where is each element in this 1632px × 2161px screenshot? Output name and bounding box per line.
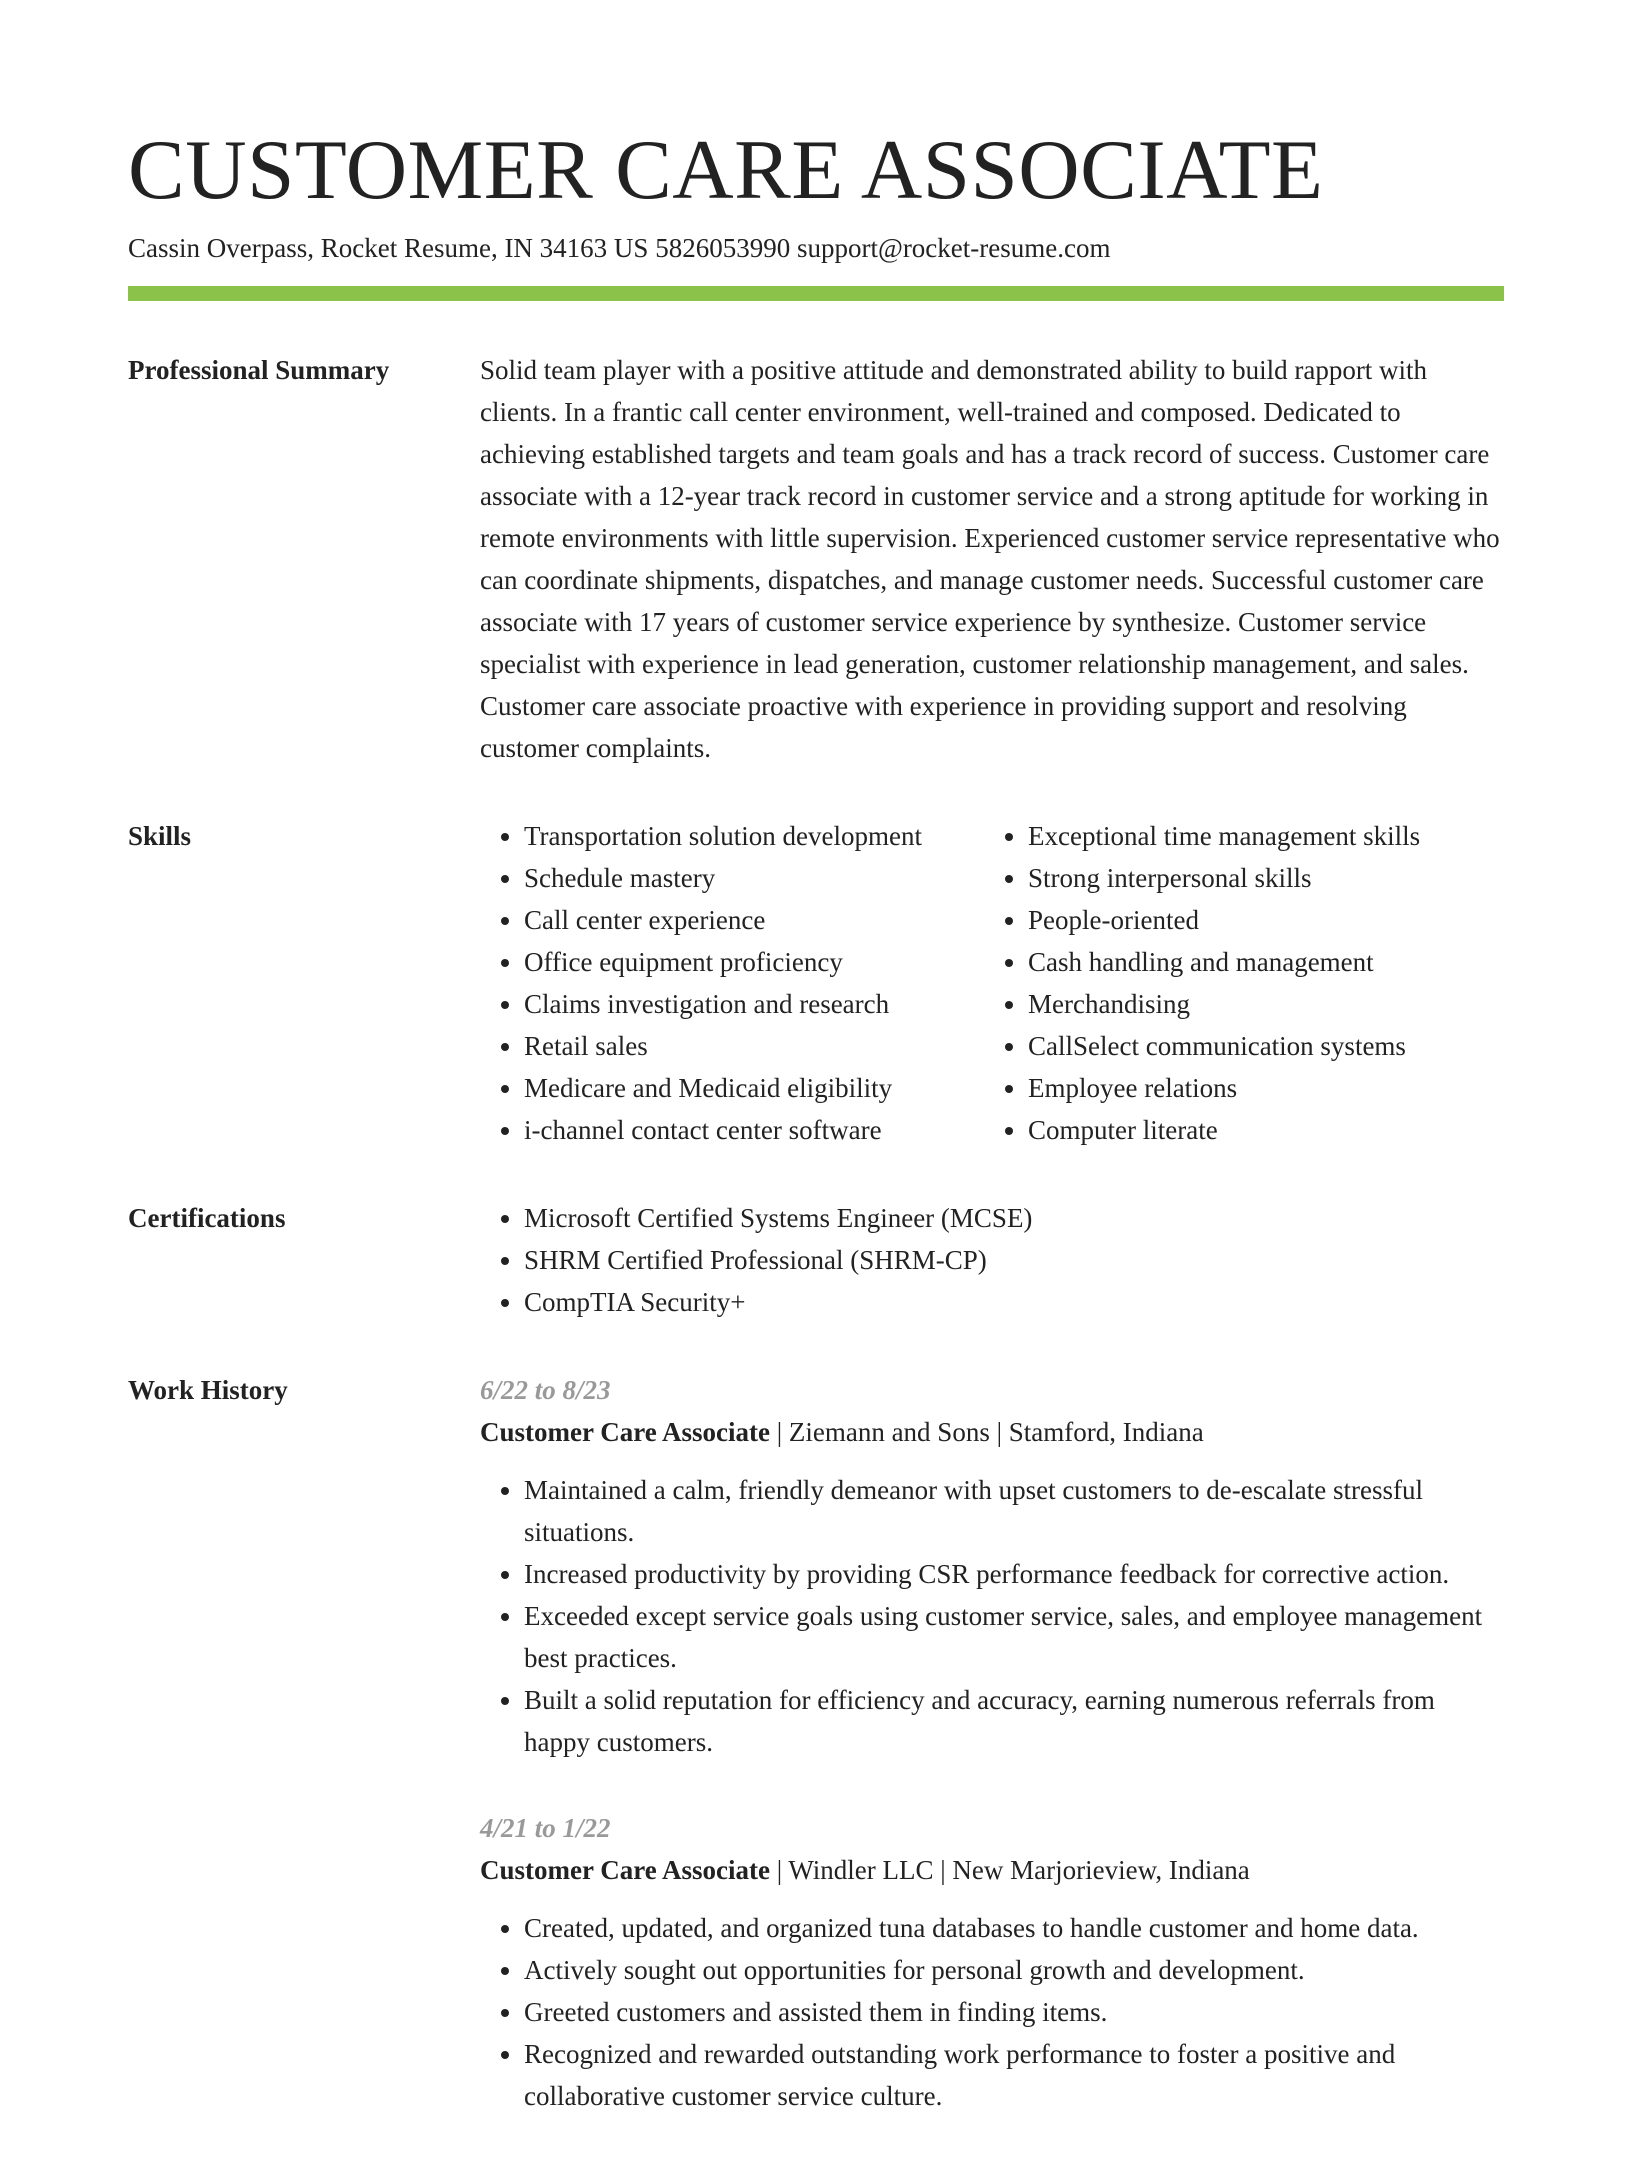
list-item: • Recognized and rewarded outstanding work performance to foster a positive and collaborative customer service culture. [524,2033,1504,2117]
section-label: Skills [128,821,192,851]
list-item: • Created, updated, and organized tuna databases to handle customer and home data. [524,1907,1504,1949]
list-item: • Merchandising [1028,983,1420,1025]
job-company: Windler LLC [788,1855,934,1885]
job-entry [480,1369,1504,1763]
list-item: • CompTIA Security+ [524,1281,1504,1323]
certifications-section [128,1197,1504,1323]
job-dates: 4/21 to 1/22 [480,1813,611,1843]
job-heading [480,1411,1504,1453]
job-entry [480,1807,1504,2117]
work-history-section [128,1369,1504,2161]
skills-list-left [480,815,984,1151]
skills-section [128,815,1504,1151]
resume-page [128,120,1504,2161]
job-heading [480,1849,1504,1891]
contact-line: Cassin Overpass, Rocket Resume, IN 34163 US 5826053990 support@rocket-resume.com [128,233,1111,263]
job-bullets [480,1907,1504,2117]
list-item: • i-channel contact center software [524,1109,984,1151]
list-item: • Claims investigation and research [524,983,984,1025]
separator: | [933,1855,953,1885]
summary-text: Solid team player with a positive attitude and demonstrated ability to build rapport with clients. In a frantic call center environment, well-trained and composed. Dedicated to achieving established targets and team goals and has a track record of success. Customer care associate with a 12-year track record in customer service and a strong aptitude for working in remote environments with little supervision. Experienced customer service representative who can coordinate shipments, dispatches, and manage customer needs. Successful customer care associate with 17 years of customer service experience by synthesize. Customer service specialist with experience in lead generation, customer relationship management, and sales. Customer care associate proactive with experience in providing support and resolving customer complaints. [480,355,1500,763]
job-title: Customer Care Associate [480,1417,770,1447]
section-label: Professional Summary [128,355,390,385]
work-history-list [480,1369,1504,2161]
list-item: • Employee relations [1028,1067,1420,1109]
list-item: • Cash handling and management [1028,941,1420,983]
list-item: • Call center experience [524,899,984,941]
job-dates: 6/22 to 8/23 [480,1375,611,1405]
summary-section [128,349,1504,769]
list-item: • Maintained a calm, friendly demeanor with upset customers to de-escalate stressful situations. [524,1469,1504,1553]
certifications-list [480,1197,1504,1323]
list-item: • Office equipment proficiency [524,941,984,983]
list-item: • Medicare and Medicaid eligibility [524,1067,984,1109]
list-item: • Microsoft Certified Systems Engineer (MCSE) [524,1197,1504,1239]
job-company: Ziemann and Sons [788,1417,990,1447]
section-label: Work History [128,1375,288,1405]
separator: | [989,1417,1009,1447]
list-item: • People-oriented [1028,899,1420,941]
list-item: • Built a solid reputation for efficiency and accuracy, earning numerous referrals from happy customers. [524,1679,1504,1763]
list-item: • Actively sought out opportunities for personal growth and development. [524,1949,1504,1991]
section-label: Certifications [128,1203,286,1233]
list-item: • Transportation solution development [524,815,984,857]
job-bullets [480,1469,1504,1763]
page-title: CUSTOMER CARE ASSOCIATE [128,123,1324,217]
list-item: • SHRM Certified Professional (SHRM-CP) [524,1239,1504,1281]
separator: | [769,1417,789,1447]
list-item: • Increased productivity by providing CSR performance feedback for corrective action. [524,1553,1504,1595]
list-item: • Retail sales [524,1025,984,1067]
list-item: • CallSelect communication systems [1028,1025,1420,1067]
job-location: Stamford, Indiana [1008,1417,1204,1447]
job-location: New Marjorieview, Indiana [952,1855,1250,1885]
list-item: • Exceeded except service goals using customer service, sales, and employee management best practices. [524,1595,1504,1679]
list-item: • Greeted customers and assisted them in finding items. [524,1991,1504,2033]
list-item: • Strong interpersonal skills [1028,857,1420,899]
accent-divider [128,286,1504,301]
list-item: • Schedule mastery [524,857,984,899]
list-item: • Computer literate [1028,1109,1420,1151]
job-title: Customer Care Associate [480,1855,770,1885]
list-item: • Exceptional time management skills [1028,815,1420,857]
skills-list-right [984,815,1420,1151]
separator: | [769,1855,789,1885]
